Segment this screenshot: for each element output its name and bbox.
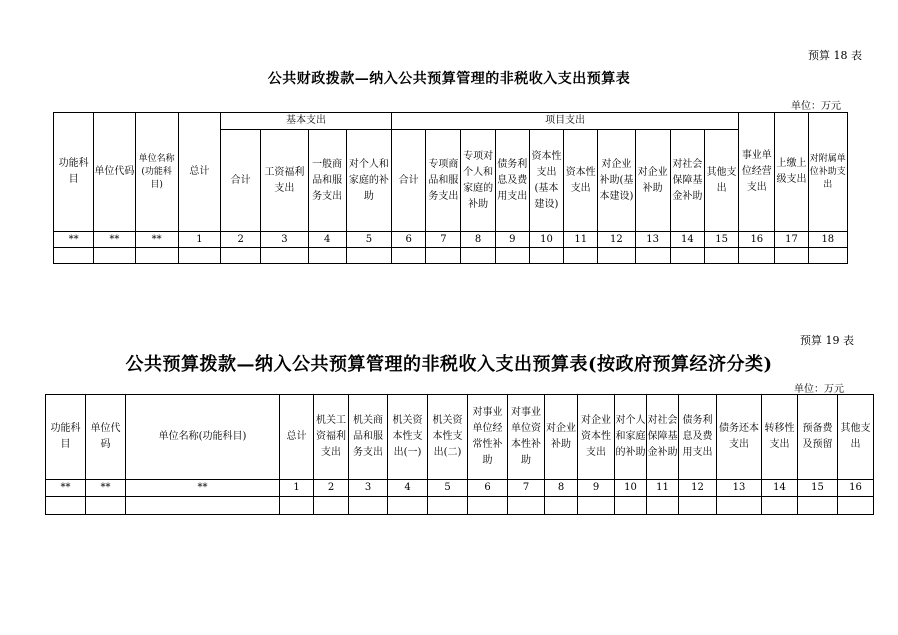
index-cell: **: [94, 232, 135, 248]
header-code: 单位代码: [86, 395, 126, 480]
index-cell: 15: [704, 232, 738, 248]
header-remit: 上缴上级支出: [775, 113, 808, 232]
header-total: 总计: [280, 395, 314, 480]
header-wages: 工资福利支出: [261, 130, 308, 232]
header-debt-interest: 债务利息及费用支出: [679, 395, 717, 480]
data-cell[interactable]: [94, 248, 135, 264]
index-cell: 13: [635, 232, 670, 248]
index-cell: 7: [426, 232, 461, 248]
index-cell: 14: [670, 232, 704, 248]
header-individuals: 对个人和家庭的补助: [615, 395, 647, 480]
index-cell: 17: [775, 232, 808, 248]
index-cell: **: [135, 232, 178, 248]
header-debt-principal: 债务还本支出: [717, 395, 762, 480]
index-cell: 16: [739, 232, 775, 248]
index-cell: **: [54, 232, 94, 248]
form18-data-row: [54, 248, 848, 264]
data-cell[interactable]: [392, 248, 426, 264]
index-cell: 11: [647, 480, 679, 497]
header-proj-sum: 合计: [392, 130, 426, 232]
data-cell[interactable]: [704, 248, 738, 264]
header-enterprise: 对企业补助: [545, 395, 578, 480]
data-cell[interactable]: [564, 248, 598, 264]
index-cell: 6: [392, 232, 426, 248]
header-total: 总计: [178, 113, 220, 232]
data-cell[interactable]: [545, 497, 578, 515]
index-cell: 3: [349, 480, 388, 497]
data-cell[interactable]: [349, 497, 388, 515]
data-cell[interactable]: [461, 248, 495, 264]
data-cell[interactable]: [221, 248, 261, 264]
data-cell[interactable]: [261, 248, 308, 264]
index-cell: 9: [495, 232, 529, 248]
header-affiliated: 对附属单位补助支出: [808, 113, 847, 232]
data-cell[interactable]: [798, 497, 838, 515]
data-cell[interactable]: [46, 497, 86, 515]
form19-number: 预算 19 表: [800, 334, 854, 347]
index-cell: 1: [178, 232, 220, 248]
index-cell: 4: [388, 480, 428, 497]
index-cell: 9: [578, 480, 615, 497]
index-cell: **: [46, 480, 86, 497]
data-cell[interactable]: [346, 248, 391, 264]
data-cell[interactable]: [578, 497, 615, 515]
data-cell[interactable]: [508, 497, 545, 515]
header-enterprise-capital: 对企业资本性支出: [578, 395, 615, 480]
data-cell[interactable]: [178, 248, 220, 264]
index-cell: 10: [529, 232, 563, 248]
header-transfer: 转移性支出: [762, 395, 798, 480]
index-cell: 5: [428, 480, 468, 497]
data-cell[interactable]: [314, 497, 349, 515]
data-cell[interactable]: [598, 248, 635, 264]
data-cell[interactable]: [808, 248, 847, 264]
index-cell: 2: [314, 480, 349, 497]
data-cell[interactable]: [86, 497, 126, 515]
header-capital-2: 机关资本性支出(二): [428, 395, 468, 480]
header-operating: 事业单位经营支出: [739, 113, 775, 232]
header-special-individuals: 专项对个人和家庭的补助: [461, 130, 495, 232]
index-cell: 5: [346, 232, 391, 248]
form19-title: 公共预算拨款—纳入公共预算管理的非税收入支出预算表(按政府预算经济分类): [125, 354, 773, 375]
header-goods: 机关商品和服务支出: [349, 395, 388, 480]
data-cell[interactable]: [762, 497, 798, 515]
form19-data-row: [46, 497, 874, 515]
header-capital-infra: 资本性支出(基本建设): [529, 130, 563, 232]
index-cell: 8: [545, 480, 578, 497]
header-capital-1: 机关资本性支出(一): [388, 395, 428, 480]
data-cell[interactable]: [529, 248, 563, 264]
form19-unit: 单位：万元: [794, 384, 844, 395]
header-code: 单位代码: [94, 113, 135, 232]
group-basic: 基本支出: [221, 113, 392, 130]
index-cell: **: [86, 480, 126, 497]
data-cell[interactable]: [670, 248, 704, 264]
data-cell[interactable]: [54, 248, 94, 264]
header-public-inst-regular: 对事业单位经常性补助: [468, 395, 508, 480]
header-enterprise: 对企业补助: [635, 130, 670, 232]
index-cell: 3: [261, 232, 308, 248]
header-debt-interest: 债务利息及费用支出: [495, 130, 529, 232]
header-basic-sum: 合计: [221, 130, 261, 232]
form18-unit: 单位：万元: [791, 101, 841, 112]
header-social-security: 对社会保障基金补助: [670, 130, 704, 232]
header-individuals: 对个人和家庭的补助: [346, 130, 391, 232]
header-other: 其他支出: [838, 395, 874, 480]
header-wages: 机关工资福利支出: [314, 395, 349, 480]
index-cell: 7: [508, 480, 545, 497]
header-name: 单位名称(功能科目): [126, 395, 280, 480]
data-cell[interactable]: [388, 497, 428, 515]
data-cell[interactable]: [495, 248, 529, 264]
data-cell[interactable]: [717, 497, 762, 515]
form18-title: 公共财政拨款—纳入公共预算管理的非税收入支出预算表: [267, 71, 631, 87]
data-cell[interactable]: [615, 497, 647, 515]
index-cell: 13: [717, 480, 762, 497]
form18-table: [53, 112, 848, 264]
form18-number: 预算 18 表: [808, 49, 862, 62]
header-social-security: 对社会保障基金补助: [647, 395, 679, 480]
index-cell: 15: [798, 480, 838, 497]
index-cell: 11: [564, 232, 598, 248]
data-cell[interactable]: [775, 248, 808, 264]
header-name: 单位名称(功能科目): [135, 113, 178, 232]
header-capital: 资本性支出: [564, 130, 598, 232]
group-project: 项目支出: [392, 113, 739, 130]
data-cell[interactable]: [468, 497, 508, 515]
data-cell[interactable]: [135, 248, 178, 264]
data-cell[interactable]: [426, 248, 461, 264]
data-cell[interactable]: [647, 497, 679, 515]
data-cell[interactable]: [679, 497, 717, 515]
header-other: 其他支出: [704, 130, 738, 232]
index-cell: 16: [838, 480, 874, 497]
data-cell[interactable]: [635, 248, 670, 264]
data-cell[interactable]: [280, 497, 314, 515]
index-cell: 1: [280, 480, 314, 497]
index-cell: 6: [468, 480, 508, 497]
index-cell: 8: [461, 232, 495, 248]
data-cell[interactable]: [739, 248, 775, 264]
index-cell: 10: [615, 480, 647, 497]
form19-table: [45, 394, 874, 515]
index-cell: 18: [808, 232, 847, 248]
form19-index-row: [46, 480, 874, 497]
header-goods: 一般商品和服务支出: [308, 130, 346, 232]
header-enterprise-infra: 对企业补助(基本建设): [598, 130, 635, 232]
header-func: 功能科目: [46, 395, 86, 480]
header-special-goods: 专项商品和服务支出: [426, 130, 461, 232]
index-cell: 2: [221, 232, 261, 248]
index-cell: 4: [308, 232, 346, 248]
data-cell[interactable]: [308, 248, 346, 264]
header-func: 功能科目: [54, 113, 94, 232]
index-cell: 12: [598, 232, 635, 248]
data-cell[interactable]: [428, 497, 468, 515]
header-public-inst-capital: 对事业单位资本性补助: [508, 395, 545, 480]
index-cell: 12: [679, 480, 717, 497]
form18-index-row: [54, 232, 848, 248]
data-cell[interactable]: [126, 497, 280, 515]
index-cell: 14: [762, 480, 798, 497]
index-cell: **: [126, 480, 280, 497]
data-cell[interactable]: [838, 497, 874, 515]
header-reserve: 预备费及预留: [798, 395, 838, 480]
